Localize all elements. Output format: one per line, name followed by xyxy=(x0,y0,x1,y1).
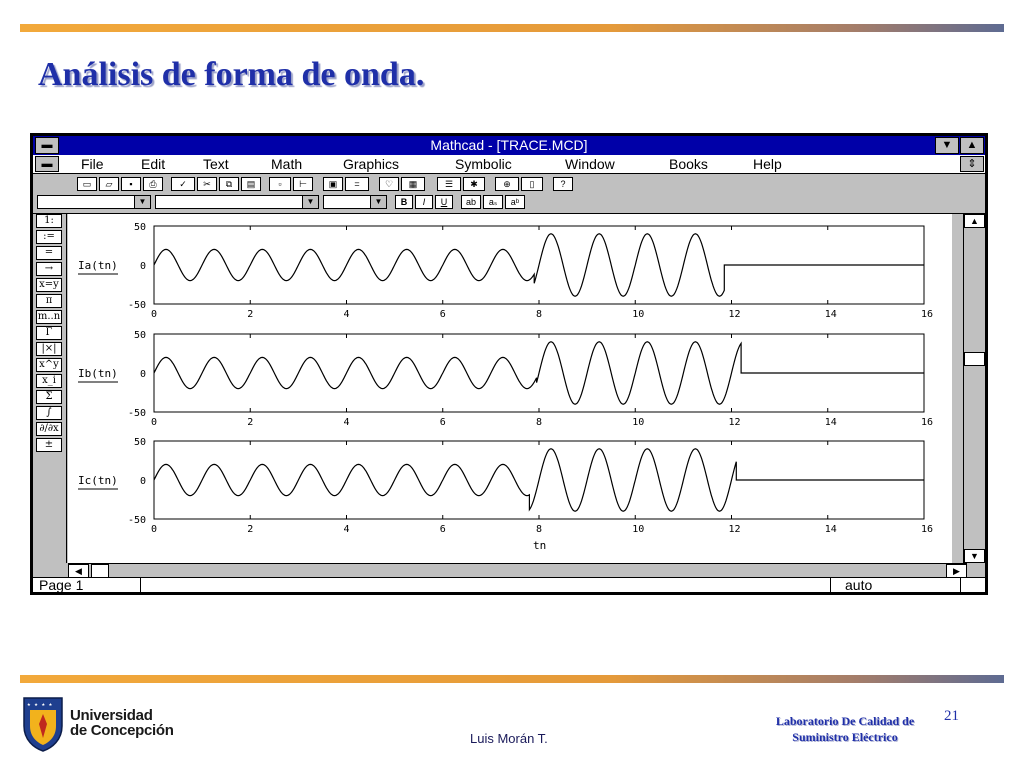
palette-button[interactable]: x_i xyxy=(36,374,62,388)
cut-icon[interactable]: ✂ xyxy=(197,177,217,191)
x-tick-label: 10 xyxy=(632,524,645,535)
region-icon[interactable]: ▫ xyxy=(269,177,291,191)
y-tick-label: 0 xyxy=(140,261,147,272)
scroll-right-icon[interactable]: ▶ xyxy=(946,564,967,578)
toolbar xyxy=(33,174,985,214)
lab-name xyxy=(762,713,928,745)
lab-name-line2: Suministro Eléctrico xyxy=(792,730,898,744)
save-icon[interactable]: ▪ xyxy=(121,177,141,191)
chevron-down-icon: ▼ xyxy=(370,196,386,208)
y-tick-label: 50 xyxy=(134,222,147,233)
author-name: Luis Morán T. xyxy=(470,731,548,746)
print-icon[interactable]: ⎙ xyxy=(143,177,163,191)
palette-button[interactable]: ∫ xyxy=(36,406,62,420)
layout-icon[interactable]: ☰ xyxy=(437,177,461,191)
scroll-thumb[interactable] xyxy=(964,352,985,366)
resource-icon[interactable]: ▯ xyxy=(521,177,543,191)
waveform-line xyxy=(154,449,924,511)
underline-button[interactable]: U xyxy=(435,195,453,209)
lab-name-line1: Laboratorio De Calidad de xyxy=(775,714,915,728)
x-tick-label: 4 xyxy=(343,417,350,428)
strikeout-icon[interactable]: ab xyxy=(461,195,481,209)
waveform-plots xyxy=(68,214,952,563)
x-tick-label: 2 xyxy=(247,309,254,320)
maximize-button[interactable]: ▲ xyxy=(960,137,984,154)
math-palette xyxy=(33,214,67,563)
menu-help[interactable]: Help xyxy=(753,156,782,172)
palette-button[interactable]: π xyxy=(36,294,62,308)
vertical-scrollbar[interactable] xyxy=(963,214,985,563)
open-icon[interactable]: ▱ xyxy=(99,177,119,191)
x-tick-label: 16 xyxy=(921,417,934,428)
x-tick-label: 16 xyxy=(921,309,934,320)
x-tick-label: 14 xyxy=(824,309,837,320)
heart-icon[interactable]: ♡ xyxy=(379,177,399,191)
horizontal-scrollbar[interactable] xyxy=(68,563,967,577)
chevron-down-icon: ▼ xyxy=(134,196,150,208)
document-menu-icon[interactable]: ▬ xyxy=(35,156,59,172)
window-title: Mathcad - [TRACE.MCD] xyxy=(430,137,588,153)
help-icon[interactable]: ? xyxy=(553,177,573,191)
chevron-down-icon: ▼ xyxy=(302,196,318,208)
y-tick-label: 0 xyxy=(140,369,147,380)
x-tick-label: 12 xyxy=(728,417,741,428)
calc-icon[interactable]: ▦ xyxy=(401,177,425,191)
menu-bar xyxy=(33,155,985,174)
palette-button[interactable]: Γ xyxy=(36,326,62,340)
palette-button[interactable]: ∂/∂x xyxy=(36,422,62,436)
scroll-up-icon[interactable]: ▲ xyxy=(964,214,985,228)
window-titlebar xyxy=(33,136,985,155)
scroll-left-icon[interactable]: ◀ xyxy=(68,564,89,578)
x-tick-label: 0 xyxy=(151,309,158,320)
equal-icon[interactable]: = xyxy=(345,177,369,191)
menu-symbolic[interactable]: Symbolic xyxy=(455,156,512,172)
bottom-divider xyxy=(20,675,1004,683)
menu-text[interactable]: Text xyxy=(203,156,229,172)
new-icon[interactable]: ▭ xyxy=(77,177,97,191)
x-tick-label: 16 xyxy=(921,524,934,535)
align-icon[interactable]: ⊢ xyxy=(293,177,313,191)
y-tick-label: -50 xyxy=(128,515,147,526)
hscroll-thumb[interactable] xyxy=(91,564,109,578)
palette-button[interactable]: 1: xyxy=(36,214,62,228)
font-select[interactable] xyxy=(155,195,319,209)
page-number: 21 xyxy=(944,708,959,724)
x-tick-label: 0 xyxy=(151,524,158,535)
menu-books[interactable]: Books xyxy=(669,156,708,172)
x-tick-label: 8 xyxy=(536,417,543,428)
palette-button[interactable]: = xyxy=(36,246,62,260)
status-message xyxy=(141,578,831,592)
y-axis-label: Ia(tn) xyxy=(78,259,118,272)
x-tick-label: 10 xyxy=(632,309,645,320)
x-tick-label: 2 xyxy=(247,417,254,428)
x-tick-label: 6 xyxy=(439,309,446,320)
x-tick-label: 10 xyxy=(632,417,645,428)
status-mode: auto xyxy=(831,578,961,592)
university-shield-logo xyxy=(22,696,64,752)
top-divider xyxy=(20,24,1004,32)
insert-icon[interactable]: ▣ xyxy=(323,177,343,191)
waveform-line xyxy=(154,342,924,404)
x-tick-label: 4 xyxy=(343,524,350,535)
y-tick-label: 50 xyxy=(134,330,147,341)
palette-button[interactable]: x^y xyxy=(36,358,62,372)
x-tick-label: 6 xyxy=(439,417,446,428)
x-axis-label: tn xyxy=(533,539,547,552)
status-bar xyxy=(33,577,985,592)
x-tick-label: 14 xyxy=(824,524,837,535)
zoom-icon[interactable]: ⊕ xyxy=(495,177,519,191)
star-icon[interactable]: ✱ xyxy=(463,177,485,191)
status-page: Page 1 xyxy=(33,578,141,592)
y-tick-label: 50 xyxy=(134,437,147,448)
worksheet-area[interactable] xyxy=(68,214,952,563)
scroll-down-icon[interactable]: ▼ xyxy=(964,549,985,563)
x-tick-label: 8 xyxy=(536,524,543,535)
mathcad-window xyxy=(30,133,988,595)
paste-icon[interactable]: ▤ xyxy=(241,177,261,191)
menu-window[interactable]: Window xyxy=(565,156,615,172)
superscript-icon[interactable]: aᵇ xyxy=(505,195,525,209)
x-tick-label: 4 xyxy=(343,309,350,320)
slide-title: Análisis de forma de onda. xyxy=(38,56,425,93)
university-name-line2: de Concepción xyxy=(70,722,174,739)
minimize-button[interactable]: ▼ xyxy=(935,137,959,154)
x-tick-label: 14 xyxy=(824,417,837,428)
palette-button[interactable]: → xyxy=(36,262,62,276)
restore-button[interactable]: ⇕ xyxy=(960,156,984,172)
system-menu-icon[interactable]: ▬ xyxy=(35,137,59,154)
size-select[interactable] xyxy=(323,195,387,209)
palette-button[interactable]: := xyxy=(36,230,62,244)
palette-button[interactable]: Σ xyxy=(36,390,62,404)
palette-button[interactable]: x=y xyxy=(36,278,62,292)
menu-graphics[interactable]: Graphics xyxy=(343,156,400,172)
university-name-line1: Universidad xyxy=(70,707,153,724)
italic-button[interactable]: I xyxy=(415,195,433,209)
menu-edit[interactable]: Edit xyxy=(141,156,166,172)
menu-math[interactable]: Math xyxy=(271,156,303,172)
check-icon[interactable]: ✓ xyxy=(171,177,195,191)
bold-button[interactable]: B xyxy=(395,195,413,209)
x-tick-label: 0 xyxy=(151,417,158,428)
x-tick-label: 12 xyxy=(728,524,741,535)
x-tick-label: 8 xyxy=(536,309,543,320)
y-tick-label: -50 xyxy=(128,408,147,419)
menu-file[interactable]: File xyxy=(81,156,104,172)
x-tick-label: 2 xyxy=(247,524,254,535)
palette-button[interactable]: ± xyxy=(36,438,62,452)
y-axis-label: Ic(tn) xyxy=(78,474,118,487)
university-name xyxy=(70,708,174,738)
palette-button[interactable]: |×| xyxy=(36,342,62,356)
subscript-icon[interactable]: aₛ xyxy=(483,195,503,209)
palette-button[interactable]: m..n xyxy=(37,311,61,322)
x-tick-label: 6 xyxy=(439,524,446,535)
y-tick-label: 0 xyxy=(140,476,147,487)
copy-icon[interactable]: ⧉ xyxy=(219,177,239,191)
style-select[interactable] xyxy=(37,195,151,209)
y-axis-label: Ib(tn) xyxy=(78,367,118,380)
waveform-line xyxy=(154,234,924,296)
x-tick-label: 12 xyxy=(728,309,741,320)
y-tick-label: -50 xyxy=(128,300,147,311)
svg-text:★ ★ ★ ★: ★ ★ ★ ★ xyxy=(27,701,53,708)
